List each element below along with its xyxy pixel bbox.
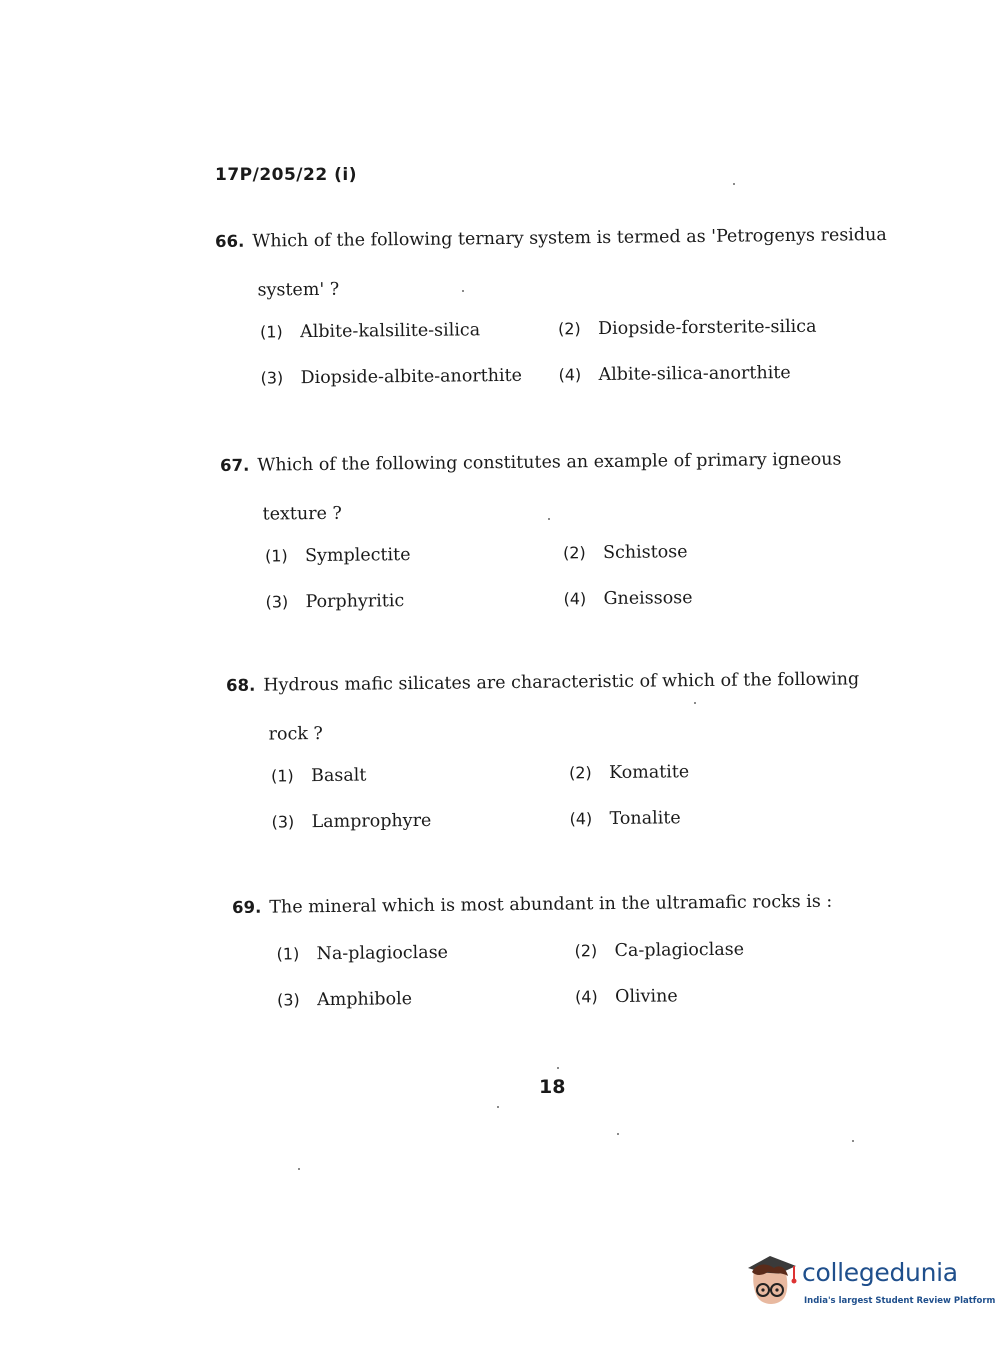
option-2[interactable]	[563, 540, 863, 563]
question-number: 68.	[226, 675, 256, 695]
option-3[interactable]	[277, 987, 575, 1010]
option-text: Albite-kalsilite-silica	[299, 320, 481, 343]
question-66	[215, 224, 887, 389]
option-2[interactable]	[569, 760, 869, 783]
scan-speck	[694, 702, 696, 704]
option-text: Olivine	[614, 986, 678, 1007]
question-text-continued: system' ?	[257, 279, 340, 301]
question-text-continued: texture ?	[262, 503, 342, 525]
option-key: (1)	[270, 766, 294, 786]
option-text: Diopside-albite-anorthite	[300, 365, 523, 389]
scan-speck	[548, 518, 550, 520]
options-grid	[276, 938, 893, 1010]
scan-speck	[557, 1067, 559, 1069]
option-key: (3)	[276, 990, 300, 1010]
question-text-continued: rock ?	[268, 723, 323, 745]
paper-code: 17P/205/22 (i)	[215, 165, 357, 185]
option-3[interactable]	[260, 365, 558, 388]
option-key: (2)	[568, 763, 592, 783]
option-key: (4)	[569, 809, 593, 829]
option-text: Tonalite	[609, 808, 681, 829]
collegedunia-logo	[744, 1250, 996, 1314]
graduate-mascot-icon	[744, 1250, 798, 1310]
question-stem	[232, 891, 892, 919]
brand-tagline: India's largest Student Review Platform	[804, 1296, 996, 1306]
option-text: Gneissose	[603, 588, 693, 609]
option-2[interactable]	[558, 316, 858, 339]
option-key: (2)	[574, 941, 598, 961]
option-text: Albite-silica-anorthite	[598, 362, 791, 385]
option-key: (1)	[264, 546, 288, 566]
question-number: 69.	[232, 897, 262, 917]
question-stem	[220, 449, 880, 477]
option-text: Amphibole	[316, 989, 413, 1011]
option-key: (3)	[265, 592, 289, 612]
scan-speck	[617, 1133, 619, 1135]
question-number: 67.	[220, 455, 250, 475]
question-stem	[215, 224, 887, 253]
option-3[interactable]	[265, 589, 563, 612]
option-4[interactable]	[575, 984, 875, 1007]
scan-speck	[462, 290, 464, 292]
scan-speck	[852, 1140, 854, 1142]
option-3[interactable]	[271, 809, 569, 832]
options-grid	[271, 760, 888, 832]
option-key: (3)	[271, 812, 295, 832]
options-grid	[260, 316, 877, 388]
page-number: 18	[539, 1076, 566, 1098]
scan-speck	[298, 1168, 300, 1170]
option-1[interactable]	[276, 941, 574, 964]
option-text: Basalt	[310, 765, 367, 787]
option-key: (2)	[562, 543, 586, 563]
option-text: Schistose	[602, 542, 688, 563]
scan-speck	[733, 183, 735, 185]
option-key: (2)	[557, 319, 581, 339]
question-number: 66.	[215, 231, 245, 251]
option-key: (1)	[259, 322, 283, 342]
scan-speck	[497, 1106, 499, 1108]
option-4[interactable]	[563, 586, 863, 609]
option-key: (1)	[276, 944, 300, 964]
question-68	[226, 669, 888, 833]
option-text: Symplectite	[304, 545, 411, 567]
question-stem	[226, 669, 886, 697]
option-text: Komatite	[608, 762, 690, 783]
option-text: Porphyritic	[305, 591, 405, 613]
option-text: Na-plagioclase	[316, 942, 449, 965]
question-67	[220, 449, 882, 613]
option-4[interactable]	[558, 362, 858, 385]
option-text: Diopside-forsterite-silica	[597, 316, 817, 339]
question-69	[232, 891, 893, 1011]
option-text: Lamprophyre	[311, 810, 432, 833]
option-1[interactable]	[271, 763, 569, 786]
question-text: Hydrous mafic silicates are characteristic of which of the following	[263, 669, 860, 696]
option-key: (4)	[558, 365, 582, 385]
option-key: (4)	[563, 589, 587, 609]
option-key: (3)	[260, 368, 284, 388]
option-2[interactable]	[574, 938, 874, 961]
options-grid	[265, 540, 882, 612]
question-text: The mineral which is most abundant in the ultramafic rocks is :	[269, 891, 833, 918]
option-4[interactable]	[569, 806, 869, 829]
question-text: Which of the following ternary system is termed as 'Petrogenys residua	[252, 224, 887, 252]
option-key: (4)	[574, 987, 598, 1007]
option-1[interactable]	[260, 319, 558, 342]
option-text: Ca-plagioclase	[614, 939, 745, 961]
brand-name: collegedunia	[802, 1258, 958, 1287]
question-text: Which of the following constitutes an example of primary igneous	[257, 449, 842, 476]
option-1[interactable]	[265, 543, 563, 566]
